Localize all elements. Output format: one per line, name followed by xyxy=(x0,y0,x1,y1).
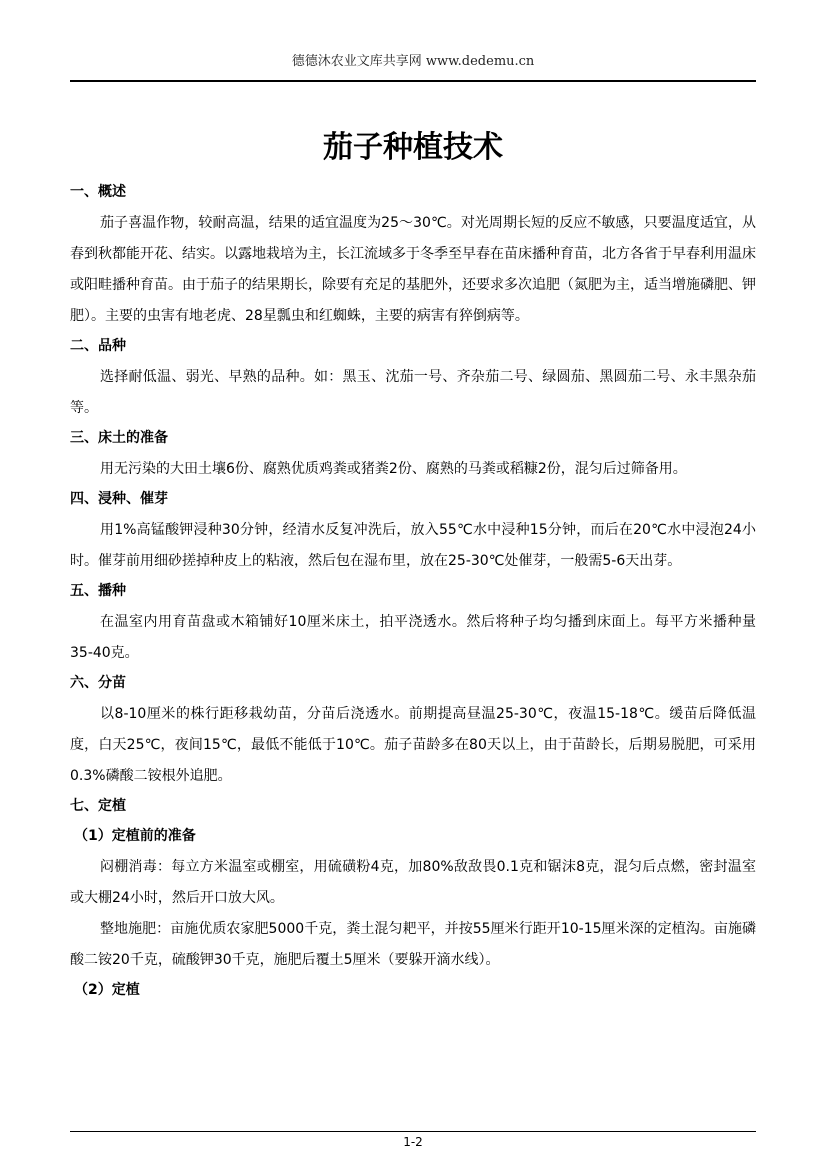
page-header: 德德沐农业文库共享网 www.dedemu.cn xyxy=(291,54,535,69)
subsection-heading-planting: （2）定植 xyxy=(74,982,140,998)
section-heading-transplant: 六、分苗 xyxy=(70,675,126,691)
header-divider xyxy=(70,80,756,82)
section-paragraph-sowing: 在温室内用育苗盘或木箱铺好10厘米床土，拍平浇透水。然后将种子均匀播到床面上。每平方米播种量35-40克。 xyxy=(70,614,756,661)
section-heading-variety: 二、品种 xyxy=(70,338,126,354)
section-paragraph-transplant: 以8-10厘米的株行距移栽幼苗，分苗后浇透水。前期提高昼温25-30℃，夜温15-18℃。缓苗后降低温度，白天25℃，夜间15℃，最低不能低于10℃。茄子苗龄多在80天以上，由于苗龄长，后期易脱肥，可采用0.3%磷酸二铵根外追肥。 xyxy=(70,706,756,784)
section-paragraph-variety: 选择耐低温、弱光、早熟的品种。如：黑玉、沈茄一号、齐杂茄二号、绿圆茄、黑圆茄二号、永丰黑杂茄等。 xyxy=(70,369,756,416)
section-paragraph-soaking: 用1%高锰酸钾浸种30分钟，经清水反复冲洗后，放入55℃水中浸种15分钟，而后在20℃水中浸泡24小时。催芽前用细砂搓掉种皮上的粘液，然后包在湿布里，放在25-30℃处催芽，一般需5-6天出芽。 xyxy=(70,522,756,569)
section-paragraph-overview: 茄子喜温作物，较耐高温，结果的适宜温度为25～30℃。对光周期长短的反应不敏感，只要温度适宜，从春到秋都能开花、结实。以露地栽培为主，长江流域多于冬季至早春在苗床播种育苗，北方各省于早春利用温床或阳畦播种育苗。由于茄子的结果期长，除要有充足的基肥外，还要求多次追肥（氮肥为主，适当增施磷肥、钾肥）。主要的虫害有地老虎、28星瓢虫和红蜘蛛，主要的病害有猝倒病等。 xyxy=(70,215,756,324)
subsection-paragraph-disinfection: 闷棚消毒：每立方米温室或棚室，用硫磺粉4克，加80%敌敌畏0.1克和锯沫8克，混匀后点燃，密封温室或大棚24小时，然后开口放大风。 xyxy=(70,859,756,906)
section-heading-soaking: 四、浸种、催芽 xyxy=(70,491,168,507)
footer-divider xyxy=(70,1131,756,1132)
section-heading-bed-soil: 三、床土的准备 xyxy=(70,430,168,446)
section-heading-overview: 一、概述 xyxy=(70,184,126,200)
document-body xyxy=(70,178,756,1006)
document-title: 茄子种植技术 xyxy=(323,130,503,165)
section-heading-sowing: 五、播种 xyxy=(70,583,126,599)
subsection-heading-preparation: （1）定植前的准备 xyxy=(74,828,196,844)
subsection-paragraph-fertilizing: 整地施肥：亩施优质农家肥5000千克，粪土混匀耙平，并按55厘米行距开10-15厘米深的定植沟。亩施磷酸二铵20千克，硫酸钾30千克，施肥后覆土5厘米（要躲开滴水线）。 xyxy=(70,921,756,968)
section-heading-planting: 七、定植 xyxy=(70,798,126,814)
section-paragraph-bed-soil: 用无污染的大田土壤6份、腐熟优质鸡粪或猪粪2份、腐熟的马粪或稻糠2份，混匀后过筛备用。 xyxy=(100,461,687,477)
page-number: 1-2 xyxy=(403,1135,423,1149)
